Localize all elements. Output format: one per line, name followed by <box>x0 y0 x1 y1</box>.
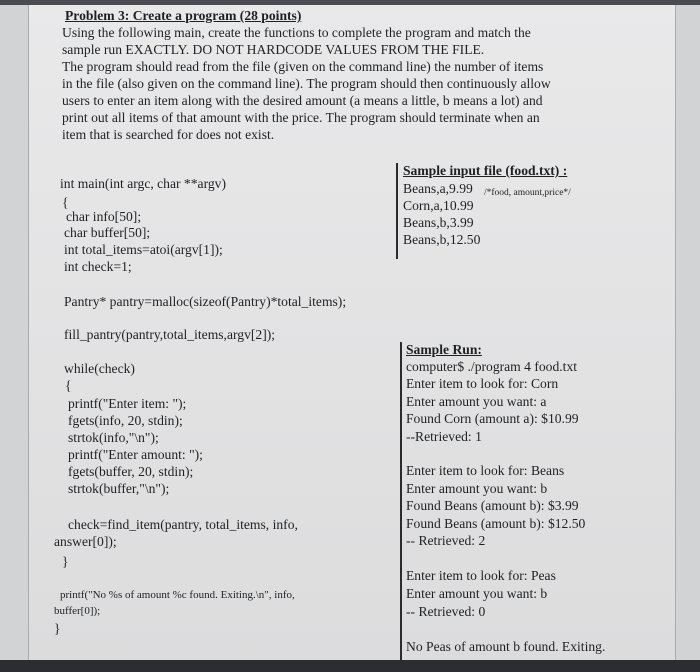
code-line: answer[0]); <box>54 534 117 549</box>
problem-title: Problem 3: Create a program (28 points) <box>65 8 302 23</box>
sample-run-line: -- Retrieved: 2 <box>406 533 486 548</box>
code-line: { <box>62 195 69 210</box>
sample-run-line: Enter amount you want: b <box>406 586 548 601</box>
code-line: strtok(info,"\n"); <box>68 430 159 445</box>
code-line: char buffer[50]; <box>64 225 151 240</box>
sample-run-line: computer$ ./program 4 food.txt <box>406 359 578 374</box>
code-line: printf("Enter item: "); <box>68 396 187 411</box>
sample-input-comment: /*food, amount,price*/ <box>484 188 571 198</box>
code-line: Pantry* pantry=malloc(sizeof(Pantry)*total_items); <box>64 294 347 309</box>
problem-line: print out all items of that amount with the price. The program should terminate when an <box>62 110 540 125</box>
code-line: { <box>65 378 72 393</box>
sample-run-line: -- Retrieved: 0 <box>406 604 486 619</box>
sample-run-border <box>400 342 402 660</box>
code-line: buffer[0]); <box>54 605 101 617</box>
problem-line: users to enter an item along with the desired amount (a means a little, b means a lot) and <box>62 93 543 108</box>
sample-run-line: Enter item to look for: Corn <box>406 376 559 391</box>
code-line: int total_items=atoi(argv[1]); <box>64 242 223 257</box>
sample-run-line: Enter item to look for: Peas <box>406 568 556 583</box>
sample-run-line: Enter amount you want: a <box>406 394 547 409</box>
sample-input-title: Sample input file (food.txt) : <box>403 163 568 178</box>
code-line: } <box>62 554 69 569</box>
code-line: int main(int argc, char **argv) <box>60 176 226 191</box>
problem-line: The program should read from the file (given on the command line) the number of items <box>62 59 544 74</box>
sample-run-line: Found Beans (amount b): $12.50 <box>406 516 586 531</box>
sample-run-line: No Peas of amount b found. Exiting. <box>406 639 606 654</box>
sample-input-line: Beans,b,12.50 <box>403 232 481 247</box>
code-line: while(check) <box>64 361 135 376</box>
code-line: fill_pantry(pantry,total_items,argv[2]); <box>64 327 276 342</box>
sample-run-line: Enter amount you want: b <box>406 481 548 496</box>
sample-run-line: Found Beans (amount b): $3.99 <box>406 498 579 513</box>
problem-line: in the file (also given on the command line). The program should then continuously allow <box>62 76 551 91</box>
sample-run-title: Sample Run: <box>406 342 482 357</box>
code-line: } <box>54 621 61 636</box>
bottom-edge <box>0 660 700 672</box>
sample-input-line: Beans,a,9.99 <box>403 181 473 196</box>
problem-line: Using the following main, create the functions to complete the program and match the <box>62 25 531 40</box>
code-line: printf("No %s of amount %c found. Exiting.\n", info, <box>60 589 295 601</box>
code-line: printf("Enter amount: "); <box>68 447 203 462</box>
code-line: fgets(info, 20, stdin); <box>68 413 183 428</box>
sample-input-line: Beans,b,3.99 <box>403 215 474 230</box>
code-line: check=find_item(pantry, total_items, info, <box>68 517 298 532</box>
code-line: strtok(buffer,"\n"); <box>68 481 170 496</box>
code-line: fgets(buffer, 20, stdin); <box>68 464 194 479</box>
code-line: int check=1; <box>64 259 132 274</box>
problem-line: item that is searched for does not exist. <box>62 127 275 142</box>
sample-run-line: Found Corn (amount a): $10.99 <box>406 411 579 426</box>
problem-line: sample run EXACTLY. DO NOT HARDCODE VALUES FROM THE FILE. <box>62 42 485 57</box>
sample-input-line: Corn,a,10.99 <box>403 198 474 213</box>
sample-input-border <box>396 163 398 259</box>
code-line: char info[50]; <box>66 209 142 224</box>
sample-run-line: --Retrieved: 1 <box>406 429 482 444</box>
sample-run-line: Enter item to look for: Beans <box>406 463 565 478</box>
